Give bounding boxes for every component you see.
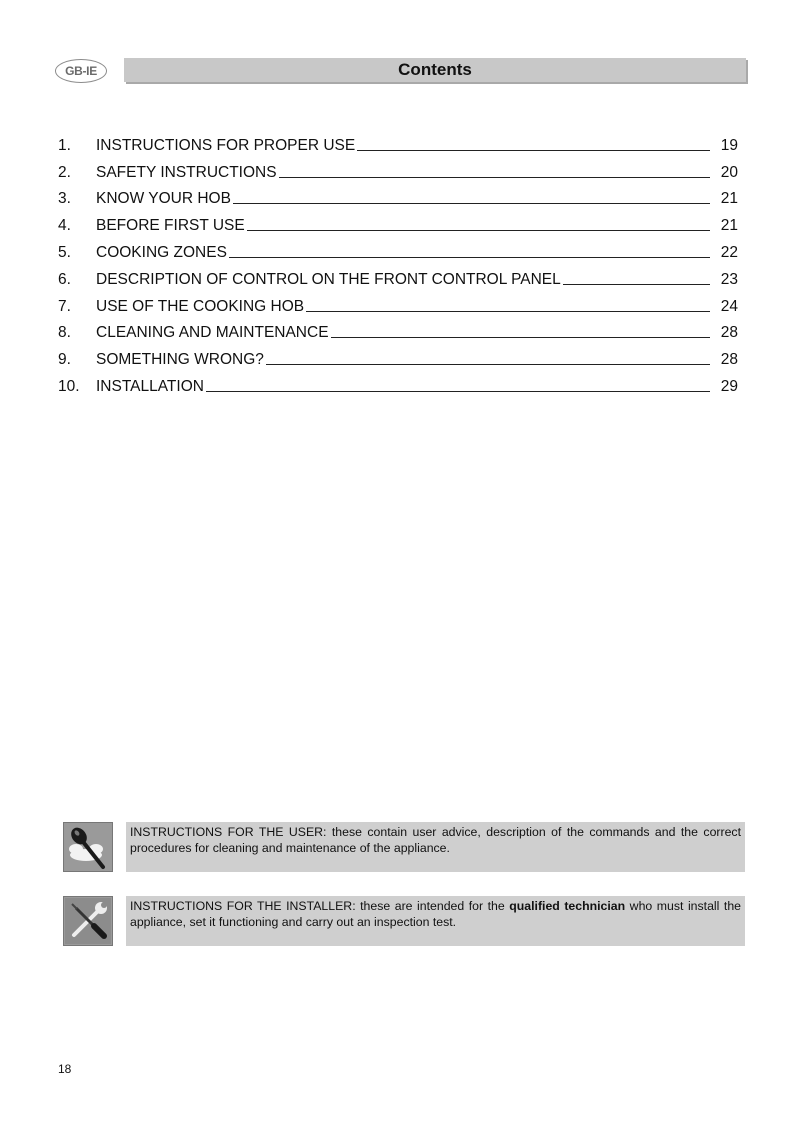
toc-page: 28 [720,351,738,369]
toc-row[interactable] [58,289,738,316]
toc-number: 4. [58,217,71,235]
toc-row[interactable] [58,128,738,155]
toc-number: 3. [58,190,71,208]
toc-leader [247,230,710,231]
toc-number: 9. [58,351,71,369]
toc-leader [306,311,710,312]
page-title: Contents [398,60,472,79]
toc-number: 7. [58,297,71,315]
toc-row[interactable] [58,342,738,369]
toc-title: CLEANING AND MAINTENANCE [96,324,329,342]
toc-title: SAFETY INSTRUCTIONS [96,163,277,181]
toc-leader [279,177,710,178]
table-of-contents [58,128,738,396]
toc-page: 24 [720,297,738,315]
toc-leader [331,337,710,338]
toc-page: 22 [720,243,738,261]
toc-title: USE OF THE COOKING HOB [96,297,305,315]
toc-title: DESCRIPTION OF CONTROL ON THE FRONT CONTROL PANEL [96,270,561,288]
title-bar [124,58,746,82]
toc-number: 5. [58,243,71,261]
toc-row[interactable] [58,155,738,182]
toc-page: 28 [720,324,738,342]
toc-row[interactable] [58,262,738,289]
installer-instructions-text: INSTRUCTIONS FOR THE INSTALLER: these are intended for the qualified technician who must install the appliance, set it functioning and carry out an inspection test. [126,896,745,946]
wrench-screwdriver-icon [63,896,113,946]
user-instructions-text: INSTRUCTIONS FOR THE USER: these contain user advice, description of the commands and the correct procedures for cleaning and maintenance of the appliance. [126,822,745,872]
toc-row[interactable] [58,208,738,235]
user-instructions-note [63,822,745,872]
toc-title: INSTALLATION [96,377,204,395]
toc-number: 1. [58,136,71,154]
chef-spoon-icon [63,822,113,872]
page-number: 18 [58,1062,72,1076]
toc-row[interactable] [58,182,738,209]
toc-number: 6. [58,270,71,288]
toc-leader [229,257,710,258]
toc-page: 23 [720,270,738,288]
region-badge [55,59,107,83]
toc-title: SOMETHING WRONG? [96,351,264,369]
toc-leader [233,203,710,204]
toc-row[interactable] [58,316,738,343]
toc-title: BEFORE FIRST USE [96,217,245,235]
toc-title: INSTRUCTIONS FOR PROPER USE [96,136,356,154]
toc-leader [357,150,710,151]
qualified-technician-emphasis: qualified technician [509,899,626,913]
region-badge-label: GB-IE [65,64,97,78]
toc-number: 10. [58,377,80,395]
toc-page: 21 [720,190,738,208]
toc-row[interactable] [58,235,738,262]
toc-number: 2. [58,163,71,181]
toc-number: 8. [58,324,71,342]
toc-page: 29 [720,377,738,395]
toc-title: COOKING ZONES [96,243,227,261]
installer-instructions-note [63,896,745,946]
toc-leader [563,284,710,285]
toc-page: 21 [720,217,738,235]
toc-page: 19 [720,136,738,154]
toc-leader [206,391,710,392]
toc-page: 20 [720,163,738,181]
toc-leader [266,364,710,365]
toc-row[interactable] [58,369,738,396]
toc-title: KNOW YOUR HOB [96,190,231,208]
